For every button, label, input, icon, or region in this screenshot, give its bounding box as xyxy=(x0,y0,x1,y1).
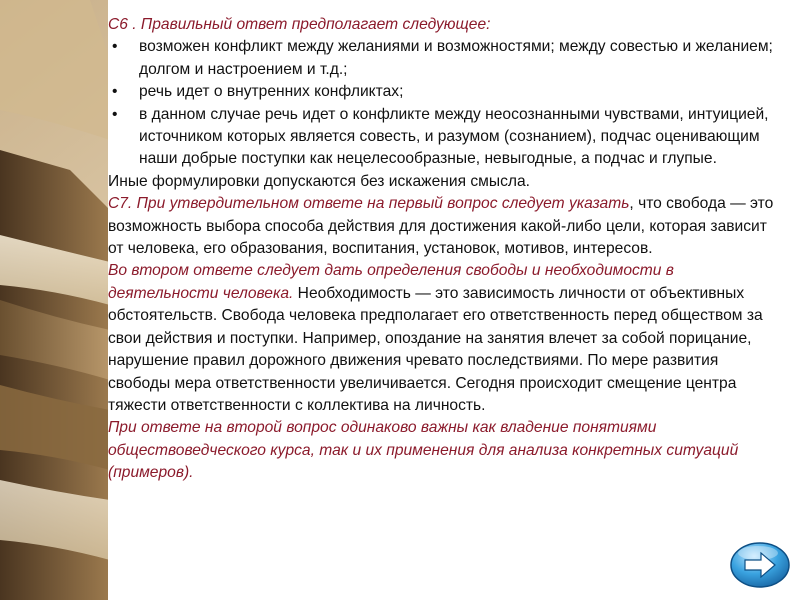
content-text xyxy=(108,14,784,485)
c7-intro-emphasis: С7. При утвердительном ответе на первый вопрос следует указать xyxy=(108,195,630,213)
c6-bullet: • речь идет о внутренних конфликтах; xyxy=(108,81,784,103)
c7-second-text: Необходимость — это зависимость личности от объективных обстоятельств. Свобода человека предполагает его ответственность перед обществом за свои действия и поступки. Например, опоздание на занятия влечет за собой порицание, нарушение правил дорожного движения чревато последствиями. По мере развития свободы мера ответственности увеличивается. Сегодня происходит смещение центра тяжести ответственности с коллектива на личность. xyxy=(108,284,763,414)
c7-second-paragraph xyxy=(108,260,784,417)
c6-bullet: • в данном случае речь идет о конфликте между неосознанными чувствами, интуицией, источником которых является совесть, и разумом (сознанием), подчас оценивающим наши добрые поступки как нецелесообразные, невыгодные, а подчас и глупые. xyxy=(108,104,784,171)
c6-bullet-list xyxy=(108,36,784,170)
c7-second-emphasis: Во втором ответе следует дать определения свободы и необходимости в деятельности человека. xyxy=(108,262,674,302)
arrow-right-icon xyxy=(729,541,791,589)
c6-note: Иные формулировки допускаются без искажения смысла. xyxy=(108,172,530,190)
c6-bullet: • возможен конфликт между желаниями и возможностями; между совестью и желанием; долгом и настроением и т.д.; xyxy=(108,36,784,81)
c6-heading: С6 . Правильный ответ предполагает следующее: xyxy=(108,16,491,33)
next-slide-button[interactable] xyxy=(729,541,791,589)
c7-intro-paragraph xyxy=(108,193,784,260)
c7-final-note: При ответе на второй вопрос одинаково важны как владение понятиями обществоведческого курса, так и их применения для анализа конкретных ситуаций (примеров). xyxy=(108,419,739,482)
c7-intro-text: , что свобода — это возможность выбора способа действия для достижения какой-либо цели, которая зависит от человека, его образования, воспитания, установок, мотивов, интересов. xyxy=(108,195,774,258)
